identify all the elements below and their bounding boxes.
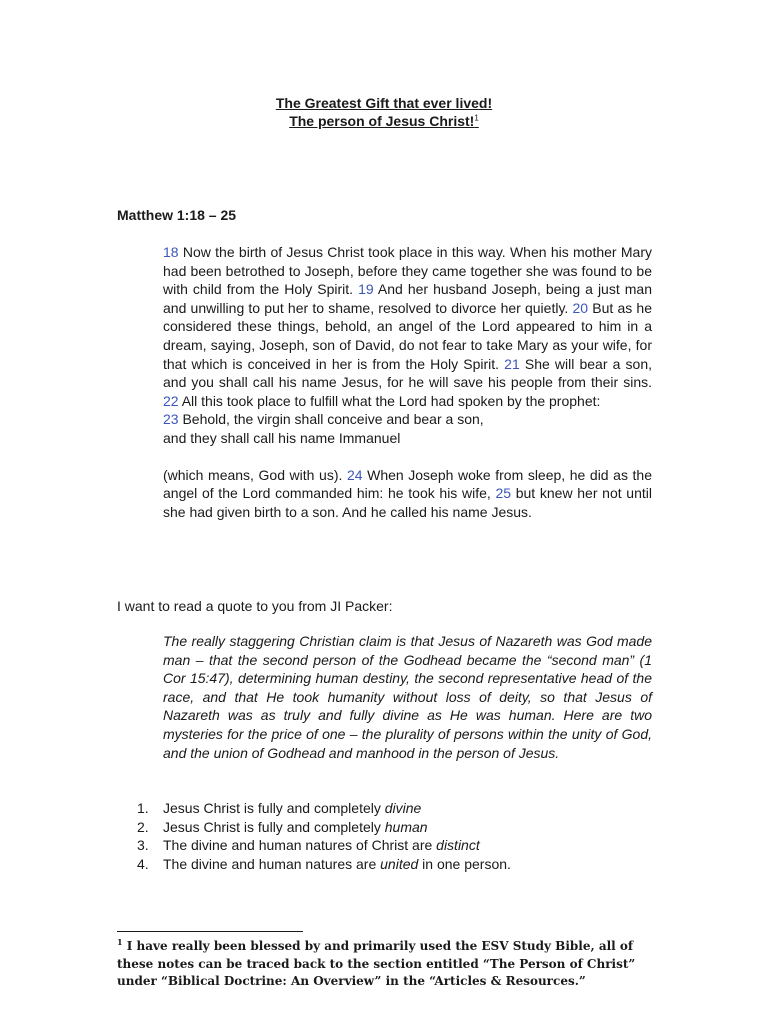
verse-number-24: 24 bbox=[346, 466, 363, 483]
verse-text-23-line-1: Behold, the virgin shall conceive and bear a son, bbox=[178, 411, 484, 428]
verse-text-21: She will bear a son, and you shall call his name Jesus, for he will save his people from their sins. bbox=[163, 355, 652, 391]
list-item-number: 1. bbox=[137, 800, 149, 816]
verse-number-25: 25 bbox=[495, 485, 512, 502]
verse-number-18: 18 bbox=[163, 244, 179, 260]
list-item-number: 3. bbox=[137, 837, 149, 854]
verse-text-19: And her husband Joseph, being a just man and unwilling to put her to shame, resolved to divorce her quietly. bbox=[163, 281, 652, 316]
title-line-2 bbox=[289, 112, 479, 130]
quote-intro: I want to read a quote to you from JI Packer: bbox=[117, 598, 393, 614]
scripture-reference-heading: Matthew 1:18 – 25 bbox=[117, 207, 237, 223]
list-item-text-end: in one person. bbox=[418, 855, 511, 872]
key-points-list bbox=[117, 799, 657, 873]
title-line-2-text: The person of Jesus Christ! bbox=[289, 113, 475, 129]
list-item bbox=[117, 836, 657, 855]
verse-text-24: When Joseph woke from sleep, he did as the angel of the Lord commanded him: he took his wife, bbox=[163, 466, 652, 502]
list-item-text: Jesus Christ is fully and completely bbox=[163, 818, 385, 835]
verse-text-22: All this took place to fulfill what the Lord had spoken by the prophet: bbox=[178, 392, 601, 409]
title-line-1: The Greatest Gift that ever lived! bbox=[275, 95, 493, 111]
verse-number-19: 19 bbox=[358, 281, 374, 298]
scripture-paragraph-2 bbox=[163, 466, 652, 522]
list-item-emphasis: united bbox=[380, 855, 419, 872]
list-item-emphasis: divine bbox=[384, 800, 422, 816]
scripture-passage bbox=[163, 243, 652, 521]
list-item bbox=[117, 818, 657, 837]
list-item-text: The divine and human natures are bbox=[163, 855, 381, 872]
document-title bbox=[0, 94, 768, 130]
list-item-emphasis: distinct bbox=[436, 837, 480, 854]
packer-quote: The really staggering Christian claim is that Jesus of Nazareth was God made man – that the second person of the Godhead became the “second man” (1 Cor 15:47), determining human destiny, the second representative head of the race, and that He took humanity without loss of deity, so that Jesus of Nazareth was as truly and fully divine as He was human. Here are two mysteries for the price of one – the plurality of persons within the unity of God, and the union of Godhead and manhood in the person of Jesus. bbox=[163, 633, 652, 761]
verse-number-21: 21 bbox=[504, 355, 520, 372]
list-item-emphasis: human bbox=[384, 818, 428, 835]
list-item bbox=[117, 799, 657, 818]
list-item bbox=[117, 855, 657, 874]
list-item-number: 2. bbox=[137, 818, 149, 835]
title-footnote-mark: 1 bbox=[474, 113, 479, 123]
footnote bbox=[117, 938, 637, 991]
verse-text-20: But as he considered these things, behold, an angel of the Lord appeared to him in a dream, saying, Joseph, son of David, do not fear to take Mary as your wife, for that which is conceived in her is from the Holy Spirit. bbox=[163, 299, 653, 372]
verse-text-18: Now the birth of Jesus Christ took place in this way. When his mother Mary had been betrothed to Joseph, before they came together she was found to be with child from the Holy Spirit. bbox=[163, 244, 652, 298]
list-item-number: 4. bbox=[137, 855, 149, 872]
verse-number-22: 22 bbox=[163, 392, 179, 409]
verse-number-20: 20 bbox=[572, 299, 589, 316]
footnote-text: I have really been blessed by and primarily used the ESV Study Bible, all of these notes can be traced back to the section entitled “The Person of Christ” under “Biblical Doctrine: An Overview” in the “Articles & Resources.” bbox=[117, 939, 636, 988]
verse-text-23-cont: (which means, God with us). bbox=[163, 466, 347, 483]
footnote-separator bbox=[117, 931, 303, 932]
scripture-paragraph-1 bbox=[163, 243, 652, 410]
verse-text-25: but knew her not until she had given birth to a son. And he called his name Jesus. bbox=[163, 485, 652, 520]
list-item-text: The divine and human natures of Christ are bbox=[163, 837, 437, 854]
verse-number-23: 23 bbox=[163, 411, 179, 428]
list-item-text: Jesus Christ is fully and completely bbox=[163, 800, 385, 816]
footnote-mark: 1 bbox=[117, 937, 123, 947]
poetry-line-2: and they shall call his name Immanuel bbox=[163, 429, 401, 446]
poetry-line-1 bbox=[163, 410, 652, 429]
